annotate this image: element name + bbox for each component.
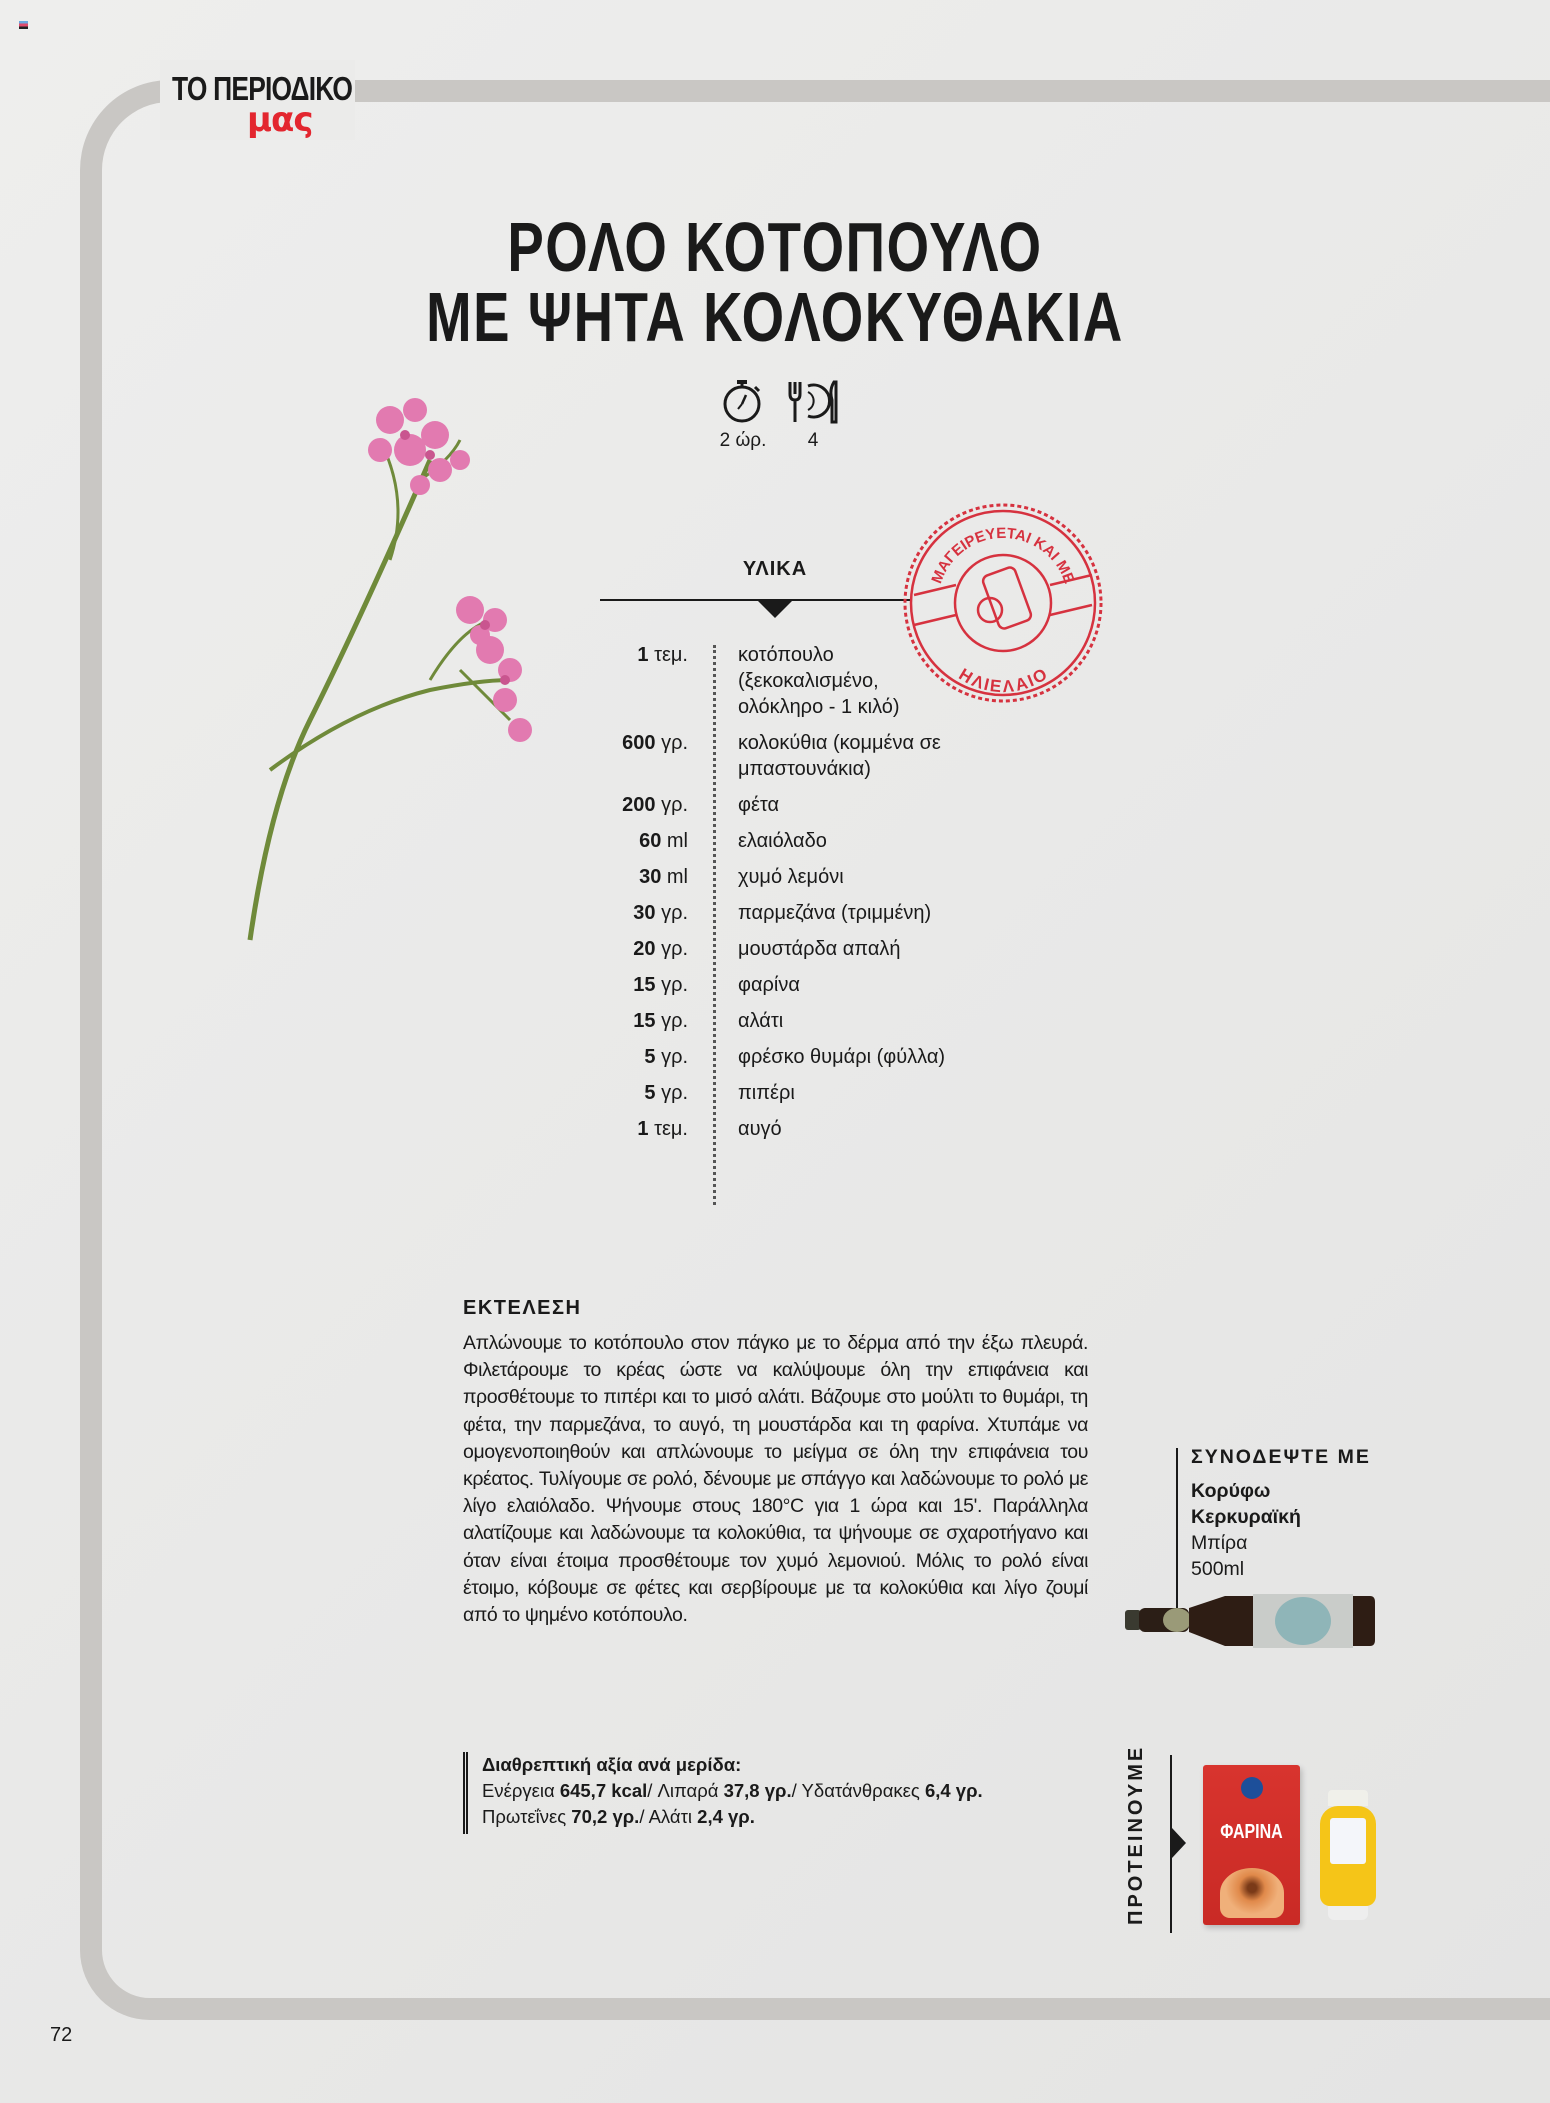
ingredient-name: μουστάρδα απαλή — [738, 938, 901, 960]
svg-text:ΗΛΙΕΛΑΙΟ — [956, 665, 1051, 696]
ingredient-quantity — [560, 1044, 688, 1070]
brand-badge-icon — [1241, 1777, 1263, 1799]
protein-value: 70,2 γρ. — [571, 1806, 640, 1827]
ingredient-quantity — [560, 1008, 688, 1034]
ingredient-amount: 5 — [644, 1082, 656, 1104]
energy-label: Ενέργεια — [482, 1780, 555, 1801]
fat-value: 37,8 γρ. — [723, 1780, 792, 1801]
ingredient-row — [560, 936, 968, 962]
ingredient-unit: γρ. — [661, 1010, 688, 1032]
pairing-divider — [1176, 1448, 1178, 1608]
ingredient-name: χυμό λεμόνι — [738, 866, 844, 888]
nutrition-title: Διαθρεπτική αξία ανά μερίδα: — [482, 1754, 742, 1775]
carbs-label: / Υδατάνθρακες — [791, 1780, 920, 1801]
nutrition-box — [463, 1752, 983, 1834]
ingredient-row — [560, 1044, 968, 1070]
ingredient-amount: 600 — [622, 732, 656, 754]
menu-icon[interactable] — [19, 21, 28, 29]
ingredient-name: κοτόπουλο (ξεκοκαλισμένο, ολόκληρο - 1 κιλό) — [738, 644, 900, 718]
pairing-type: Μπίρα — [1191, 1532, 1248, 1554]
ingredient-row — [560, 900, 968, 926]
logo-line1: ΤΟ ΠΕΡΙΟΔΙΚΟ — [172, 70, 353, 107]
suggested-heading: ΠΡΟΤΕΙΝΟΥΜΕ — [1125, 1744, 1147, 1925]
ingredient-amount: 15 — [633, 1010, 656, 1032]
mustard-product-image[interactable] — [1320, 1790, 1376, 1920]
ingredient-quantity — [560, 642, 688, 720]
method-text: Απλώνουμε το κοτόπουλο στον πάγκο με το δέρμα από την έξω πλευρά. Φιλετάρουμε το κρέας ώστε να καλύψουμε όλη την επιφάνεια και προσθέτουμε το πιπέρι και το μισό αλάτι. Βάζουμε στο μούλτι το θυμάρι, τη φέτα, την παρμεζάνα, το αυγό, τη μουστάρδα και τη φαρίνα. Χτυπάμε να ομογενοποιηθούν και απλώνουμε το μείγμα σε όλη την επιφάνεια του κρέατος. Τυλίγουμε σε ρολό, δένουμε με σπάγγο και λαδώνουμε το ρολό με λίγο ελαιόλαδο. Ψήνουμε στους 180°C για 1 ώρα και 15'. Παράλληλα αλατίζουμε και λαδώνουμε τα κολοκύθια, τα ψήνουμε σε σχαροτήγανο και όταν είναι έτοιμα προσθέτουμε τον χυμό λεμονιού. Μόλις το ρολό είναι έτοιμο, κόβουμε σε φέτες και σερβίρουμε με τα κολοκύθια και λίγο ζουμί από το ψημένο κοτόπουλο. — [463, 1332, 1088, 1627]
stamp-bottom-text: ΗΛΙΕΛΑΙΟ — [955, 664, 1051, 697]
salt-value: 2,4 γρ. — [697, 1806, 755, 1827]
prep-time — [715, 378, 771, 452]
servings — [785, 378, 841, 452]
triangle-marker-icon — [1172, 1828, 1186, 1858]
ingredient-name: παρμεζάνα (τριμμένη) — [738, 902, 932, 924]
method-heading: ΕΚΤΕΛΕΣΗ — [463, 1297, 582, 1319]
ingredient-amount: 15 — [633, 974, 656, 996]
flour-product-image[interactable] — [1203, 1765, 1300, 1925]
ingredient-name: πιπέρι — [738, 1082, 795, 1104]
ingredient-name: φέτα — [738, 794, 780, 816]
ingredient-unit: γρ. — [661, 902, 688, 924]
ingredient-row — [560, 1080, 968, 1106]
ingredient-row — [560, 1116, 968, 1142]
ingredient-row — [560, 642, 968, 720]
ingredient-row — [560, 792, 968, 818]
servings-label: 4 — [807, 430, 819, 451]
mustard-label — [1330, 1818, 1366, 1864]
ingredient-unit: τεμ. — [654, 1118, 688, 1140]
ingredient-quantity — [560, 730, 688, 782]
logo-line2: μας — [247, 100, 313, 140]
ingredient-quantity — [560, 1116, 688, 1142]
prep-time-label: 2 ώρ. — [719, 430, 767, 451]
stopwatch-icon — [721, 378, 765, 424]
mustard-cap — [1328, 1790, 1368, 1806]
ingredient-name: ελαιόλαδο — [738, 830, 827, 852]
divider — [600, 599, 910, 601]
pairing-product: Κερκυραϊκή — [1191, 1506, 1301, 1528]
ingredient-quantity — [560, 936, 688, 962]
plate-cutlery-icon — [786, 378, 840, 424]
ingredient-unit: γρ. — [661, 1082, 688, 1104]
ingredient-name: φαρίνα — [738, 974, 800, 996]
ingredient-name: αλάτι — [738, 1010, 784, 1032]
ingredient-unit: ml — [666, 830, 688, 852]
ingredient-quantity — [560, 792, 688, 818]
ingredient-unit: ml — [666, 866, 688, 888]
magazine-logo — [172, 70, 353, 140]
ingredient-unit: γρ. — [661, 1046, 688, 1068]
ingredient-amount: 1 — [637, 644, 649, 666]
page-number: 72 — [50, 2024, 73, 2046]
title-line2: ΜΕ ΨΗΤΑ ΚΟΛΟΚΥΘΑΚΙΑ — [426, 278, 1124, 356]
ingredient-quantity — [560, 1080, 688, 1106]
ingredient-row — [560, 730, 968, 782]
salt-label: / Αλάτι — [639, 1806, 693, 1827]
title-line1: ΡΟΛΟ ΚΟΤΟΠΟΥΛΟ — [507, 208, 1043, 286]
triangle-marker-icon — [758, 601, 792, 618]
ingredient-amount: 30 — [633, 902, 656, 924]
flour-label: ΦΑΡΙΝΑ — [1220, 1821, 1283, 1843]
ingredients-list — [560, 642, 968, 1152]
recipe-title — [171, 208, 1380, 356]
ingredient-unit: τεμ. — [654, 644, 688, 666]
ingredient-row — [560, 828, 968, 854]
ingredient-row — [560, 972, 968, 998]
energy-value: 645,7 kcal — [559, 1780, 648, 1801]
ingredient-name: αυγό — [738, 1118, 782, 1140]
ingredient-unit: γρ. — [661, 974, 688, 996]
cake-image — [1220, 1868, 1284, 1918]
ingredient-amount: 20 — [633, 938, 656, 960]
ingredient-row — [560, 1008, 968, 1034]
ingredient-amount: 30 — [639, 866, 662, 888]
ingredient-amount: 60 — [639, 830, 662, 852]
pairing-brand: Κορύφω — [1191, 1480, 1271, 1502]
ingredient-quantity — [560, 972, 688, 998]
ingredient-amount: 5 — [644, 1046, 656, 1068]
ingredient-amount: 200 — [622, 794, 656, 816]
mustard-body — [1320, 1806, 1376, 1906]
pairing-size: 500ml — [1191, 1558, 1245, 1580]
ingredient-amount: 1 — [637, 1118, 649, 1140]
mustard-base — [1328, 1906, 1368, 1920]
ingredient-quantity — [560, 900, 688, 926]
pairing-box — [1191, 1444, 1371, 1582]
protein-label: Πρωτεΐνες — [482, 1806, 567, 1827]
carbs-value: 6,4 γρ. — [924, 1780, 983, 1801]
ingredient-name: φρέσκο θυμάρι (φύλλα) — [738, 1046, 946, 1068]
fat-label: / Λιπαρά — [647, 1780, 719, 1801]
ingredient-name: κολοκύθια (κομμένα σε μπαστουνάκια) — [738, 732, 941, 780]
ingredient-quantity — [560, 864, 688, 890]
ingredient-unit: γρ. — [661, 794, 688, 816]
ingredient-quantity — [560, 828, 688, 854]
ingredient-unit: γρ. — [661, 732, 688, 754]
ingredients-heading: ΥΛΙΚΑ — [742, 558, 808, 580]
ingredient-unit: γρ. — [661, 938, 688, 960]
beer-bottle-image — [1125, 1588, 1375, 1658]
flower-decoration — [230, 380, 560, 950]
stamp-top-text: ΜΑΓΕΙΡΕΥΕΤΑΙ ΚΑΙ ΜΕ — [928, 524, 1078, 586]
ingredient-row — [560, 864, 968, 890]
pairing-heading: ΣΥΝΟΔΕΨΤΕ ΜΕ — [1191, 1446, 1371, 1468]
